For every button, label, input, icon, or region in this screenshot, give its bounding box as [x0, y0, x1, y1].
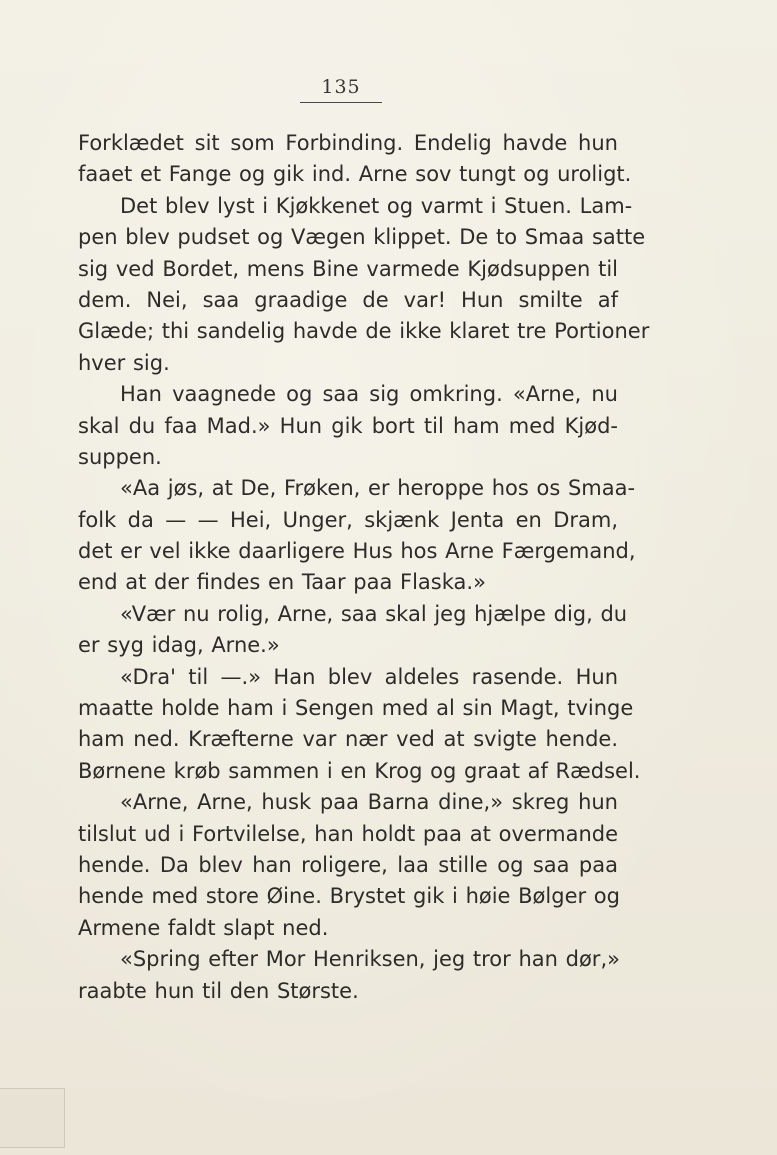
page-number: 135: [321, 76, 361, 98]
text-line: «Dra' til —.» Han blev aldeles rasende. Hun: [120, 664, 618, 689]
text-line: Forklædet sit som Forbinding. Endelig havde hun: [78, 131, 618, 155]
text-line: er syg idag, Arne.»: [78, 633, 280, 658]
text-line: maatte holde ham i Sengen med al sin Magt, tvinge: [78, 696, 634, 721]
text-line: hende med store Øine. Brystet gik i høie Bølger og: [78, 884, 620, 909]
text-line: det er vel ikke daarligere Hus hos Arne Færgemand,: [78, 539, 636, 564]
text-line: pen blev pudset og Vægen klippet. De to Smaa satte: [78, 225, 646, 250]
text-line: «Aa jøs, at De, Frøken, er heroppe hos os Smaa-: [120, 476, 636, 501]
text-line: faaet et Fange og gik ind. Arne sov tungt og uroligt.: [78, 162, 632, 187]
text-line: «Spring efter Mor Henriksen, jeg tror han dør,»: [120, 947, 620, 972]
body-text: [78, 128, 650, 1007]
text-line: hende. Da blev han roligere, laa stille og saa paa: [78, 852, 618, 877]
text-line: dem. Nei, saa graadige de var! Hun smilte af: [78, 287, 618, 312]
text-line: tilslut ud i Fortvilelse, han holdt paa at overmande: [78, 821, 618, 846]
text-line: Glæde; thi sandelig havde de ikke klaret tre Portioner: [78, 319, 650, 344]
text-line: ham ned. Kræfterne var nær ved at svigte hende.: [78, 727, 618, 752]
text-line: Han vaagnede og saa sig omkring. «Arne, nu: [120, 382, 618, 407]
text-line: end at der findes en Taar paa Flaska.»: [78, 570, 486, 595]
page-number-rule: [300, 102, 382, 103]
text-line: suppen.: [78, 444, 162, 469]
text-line: skal du faa Mad.» Hun gik bort til ham med Kjød-: [78, 413, 618, 438]
text-line: Armene faldt slapt ned.: [78, 915, 329, 940]
text-line: «Arne, Arne, husk paa Barna dine,» skreg hun: [120, 790, 618, 815]
scan-corner-mark: [0, 1088, 65, 1148]
text-line: folk da — — Hei, Unger, skjænk Jenta en Dram,: [78, 507, 618, 532]
text-line: Børnene krøb sammen i en Krog og graat af Rædsel.: [78, 758, 641, 783]
text-line: raabte hun til den Største.: [78, 978, 359, 1003]
text-line: sig ved Bordet, mens Bine varmede Kjødsuppen til: [78, 256, 618, 281]
text-line: Det blev lyst i Kjøkkenet og varmt i Stuen. Lam-: [120, 193, 633, 218]
text-line: «Vær nu rolig, Arne, saa skal jeg hjælpe dig, du: [120, 601, 628, 626]
text-line: hver sig.: [78, 350, 170, 375]
